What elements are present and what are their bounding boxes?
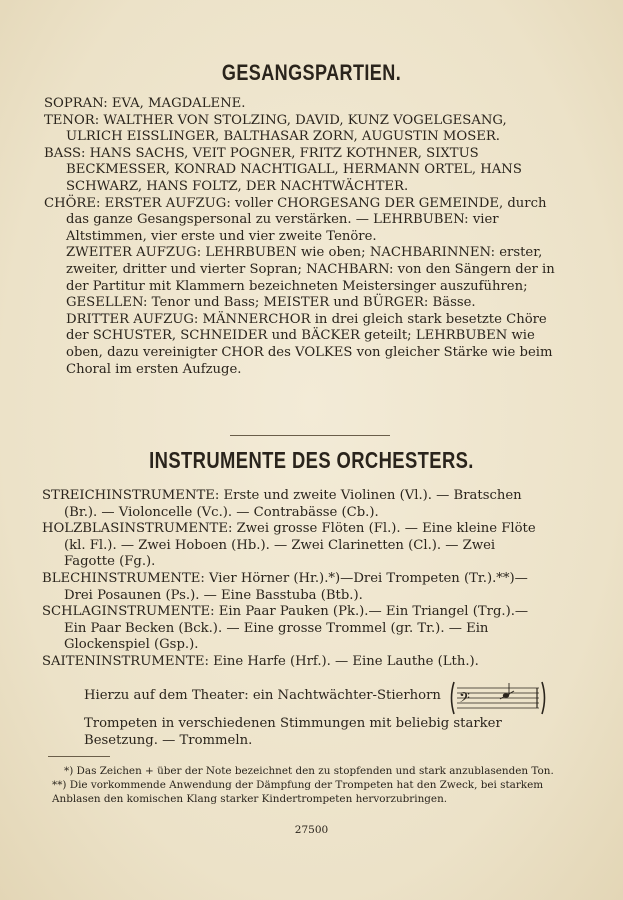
- footnote-1: *) Das Zeichen + über der Note bezeichnet den zu stopfenden und stark anzublasenden Ton.: [64, 765, 554, 777]
- page-number: 27500: [294, 824, 329, 836]
- music-notation-excerpt: [448, 680, 548, 716]
- plucked-entry: SAITENINSTRUMENTE: Eine Harfe (Hrf.). — Eine Lauthe (Lth.).: [42, 653, 479, 669]
- strings-entry: STREICHINSTRUMENTE: Erste und zweite Violinen (Vl.). — Bratschen (Br.). — Violoncelle (Vc.). — Contrabässe (Cb.).: [42, 488, 522, 520]
- orchestra-list: [42, 488, 550, 671]
- percussion-entry: SCHLAGINSTRUMENTE: Ein Paar Pauken (Pk.).— Ein Triangel (Trg.).— Ein Paar Becken (Bck.). — Eine grosse Trommel (gr. Tr.). — Ein Glockenspiel (Gsp.).: [42, 604, 529, 653]
- section-divider: [230, 435, 390, 436]
- footnote-2: **) Die vorkommende Anwendung der Dämpfung der Trompeten hat den Zweck, bei starkem Anblasen den komischen Klang starker Kindertrompeten hervorzubringen.: [52, 779, 544, 805]
- orchestra-heading: INSTRUMENTE DES ORCHESTERS.: [149, 447, 474, 473]
- soprano-entry: SOPRAN: EVA, MAGDALENE.: [44, 96, 246, 111]
- bass-entry: BASS: HANS SACHS, VEIT POGNER, FRITZ KOTHNER, SIXTUS BECKMESSER, KONRAD NACHTIGALL, HERMANN ORTEL, HANS SCHWARZ, HANS FOLTZ, DER NACHTWÄCHTER.: [44, 145, 522, 194]
- vocal-parts-heading: GESANGSPARTIEN.: [221, 60, 402, 85]
- stage-instrument-line: Hierzu auf dem Theater: ein Nachtwächter-Stierhorn: [84, 688, 441, 703]
- choir-act2-entry: ZWEITER AUFZUG: LEHRBUBEN wie oben; NACHBARINNEN: erster, zweiter, dritter und vierter Sopran; NACHBARN: von den Sängern der in der Partitur mit Klammern bezeichneten Meistersinger auszuführen; GESELLEN: Tenor und Bass; MEISTER und BÜRGER: Bässe.: [66, 245, 555, 311]
- vocal-parts-list: [44, 96, 556, 378]
- svg-text:𝄢: 𝄢: [459, 690, 470, 710]
- choir-act3-entry: DRITTER AUFZUG: MÄNNERCHOR in drei gleich stark besetzte Chöre der SCHUSTER, SCHNEIDER und BÄCKER geteilt; LEHRBUBEN wie oben, dazu vereinigter CHOR des VOLKES von gleicher Stärke wie beim Choral im ersten Aufzuge.: [66, 311, 553, 377]
- brass-entry: BLECHINSTRUMENTE: Vier Hörner (Hr.).*)—Drei Trompeten (Tr.).**)— Drei Posaunen (Ps.). — Eine Basstuba (Btb.).: [42, 570, 528, 603]
- choir-act1-entry: CHÖRE: ERSTER AUFZUG: voller CHORGESANG DER GEMEINDE, durch das ganze Gesangspersonal zu verstärken. — LEHRBUBEN: vier Altstimmen, vier erste und vier zweite Tenöre.: [44, 195, 547, 244]
- stage-instruments-rest: Trompeten in verschiedenen Stimmungen mit beliebig starker Besetzung. — Trommeln.: [84, 716, 502, 748]
- woodwinds-entry: HOLZBLASINSTRUMENTE: Zwei grosse Flöten (Fl.). — Eine kleine Flöte (kl. Fl.). — Zwei Hoboen (Hb.). — Zwei Clarinetten (Cl.). — Zwei Fagotte (Fg.).: [42, 521, 536, 570]
- tenor-entry: TENOR: WALTHER VON STOLZING, DAVID, KUNZ VOGELGESANG, ULRICH EISSLINGER, BALTHASAR ZORN, AUGUSTIN MOSER.: [44, 112, 507, 145]
- footnote-divider: [48, 756, 110, 757]
